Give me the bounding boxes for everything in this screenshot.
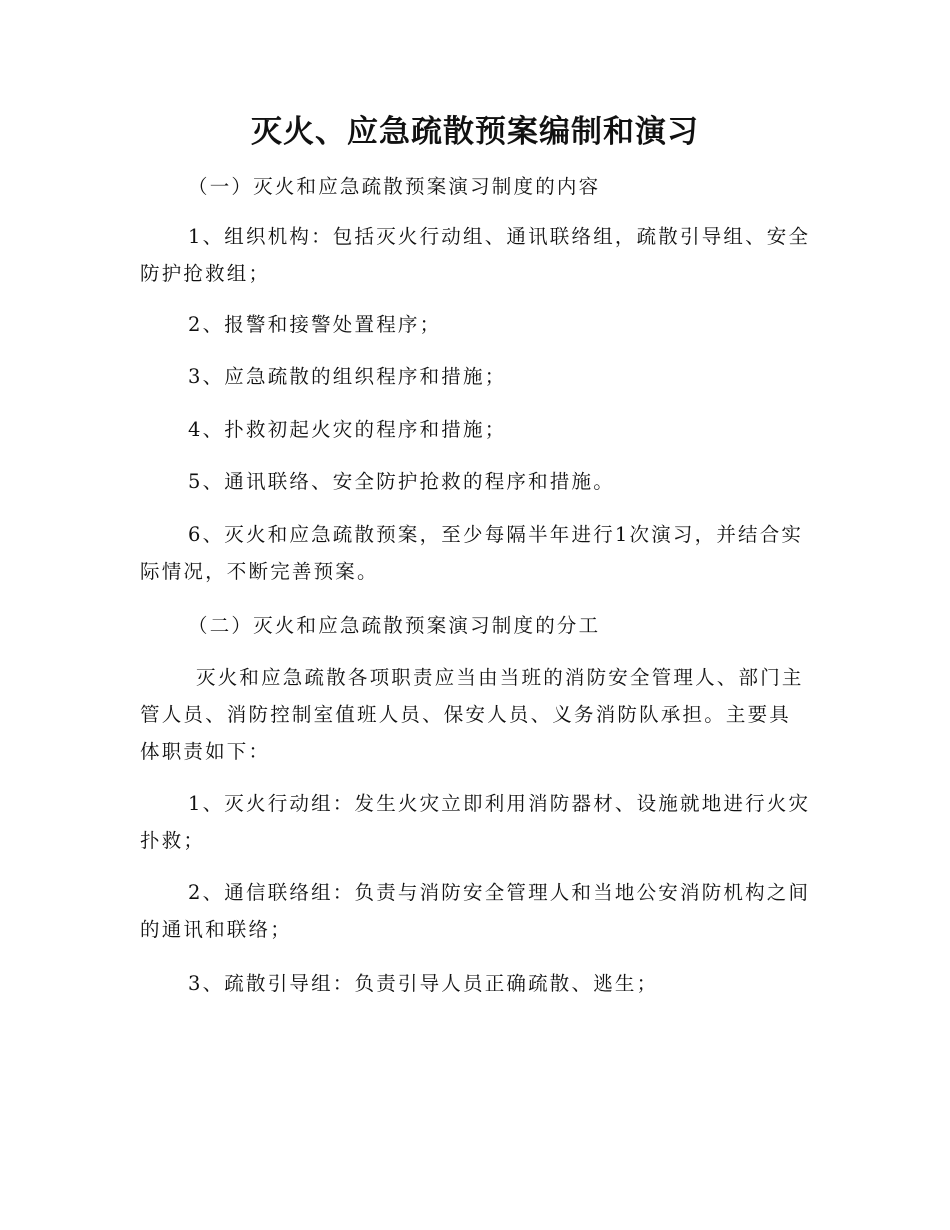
paragraph-line: 灭火和应急疏散各项职责应当由当班的消防安全管理人、部门主 bbox=[196, 666, 804, 689]
paragraph-line: 际情况，不断完善预案。 bbox=[140, 560, 379, 583]
paragraph-line: 4、扑救初起火灾的程序和措施； bbox=[188, 418, 507, 441]
paragraph-evacuation-group bbox=[140, 965, 808, 1002]
paragraph-line: 1、灭火行动组：发生火灾立即利用消防器材、设施就地进行火灾 bbox=[188, 792, 811, 815]
paragraph-firefighting-group bbox=[140, 785, 811, 859]
paragraph-evacuation bbox=[140, 358, 808, 395]
paragraph-firefighting bbox=[140, 411, 808, 448]
document-title: 灭火、应急疏散预案编制和演习 bbox=[251, 114, 699, 150]
paragraph-communication-group bbox=[140, 874, 811, 948]
section-heading-content bbox=[140, 168, 808, 205]
paragraph-line: 6、灭火和应急疏散预案，至少每隔半年进行1次演习，并结合实 bbox=[188, 523, 804, 546]
paragraph-alarm bbox=[140, 306, 808, 343]
paragraph-line: 2、报警和接警处置程序； bbox=[188, 313, 442, 336]
paragraph-line: 体职责如下： bbox=[140, 740, 271, 763]
paragraph-line: 3、疏散引导组：负责引导人员正确疏散、逃生； bbox=[188, 972, 659, 995]
paragraph-line: 5、通讯联络、安全防护抢救的程序和措施。 bbox=[188, 470, 615, 493]
paragraph-line: 扑救； bbox=[140, 829, 206, 852]
paragraph-line: 1、组织机构：包括灭火行动组、通讯联络组，疏散引导组、安全 bbox=[188, 225, 811, 248]
paragraph-line: （一）灭火和应急疏散预案演习制度的内容 bbox=[188, 175, 601, 198]
paragraph-line: 管人员、消防控制室值班人员、保安人员、义务消防队承担。主要具 bbox=[140, 703, 792, 726]
paragraph-org-structure bbox=[140, 218, 811, 292]
paragraph-line: 防护抢救组； bbox=[140, 262, 271, 285]
paragraph-line: 2、通信联络组：负责与消防安全管理人和当地公安消防机构之间 bbox=[188, 881, 811, 904]
paragraph-line: 的通讯和联络； bbox=[140, 918, 292, 941]
section-heading-division bbox=[140, 607, 808, 644]
paragraph-line: 3、应急疏散的组织程序和措施； bbox=[188, 365, 507, 388]
paragraph-drill-frequency bbox=[140, 516, 808, 590]
paragraph-responsibilities bbox=[140, 659, 808, 770]
paragraph-line: （二）灭火和应急疏散预案演习制度的分工 bbox=[188, 614, 601, 637]
paragraph-communication bbox=[140, 463, 808, 500]
